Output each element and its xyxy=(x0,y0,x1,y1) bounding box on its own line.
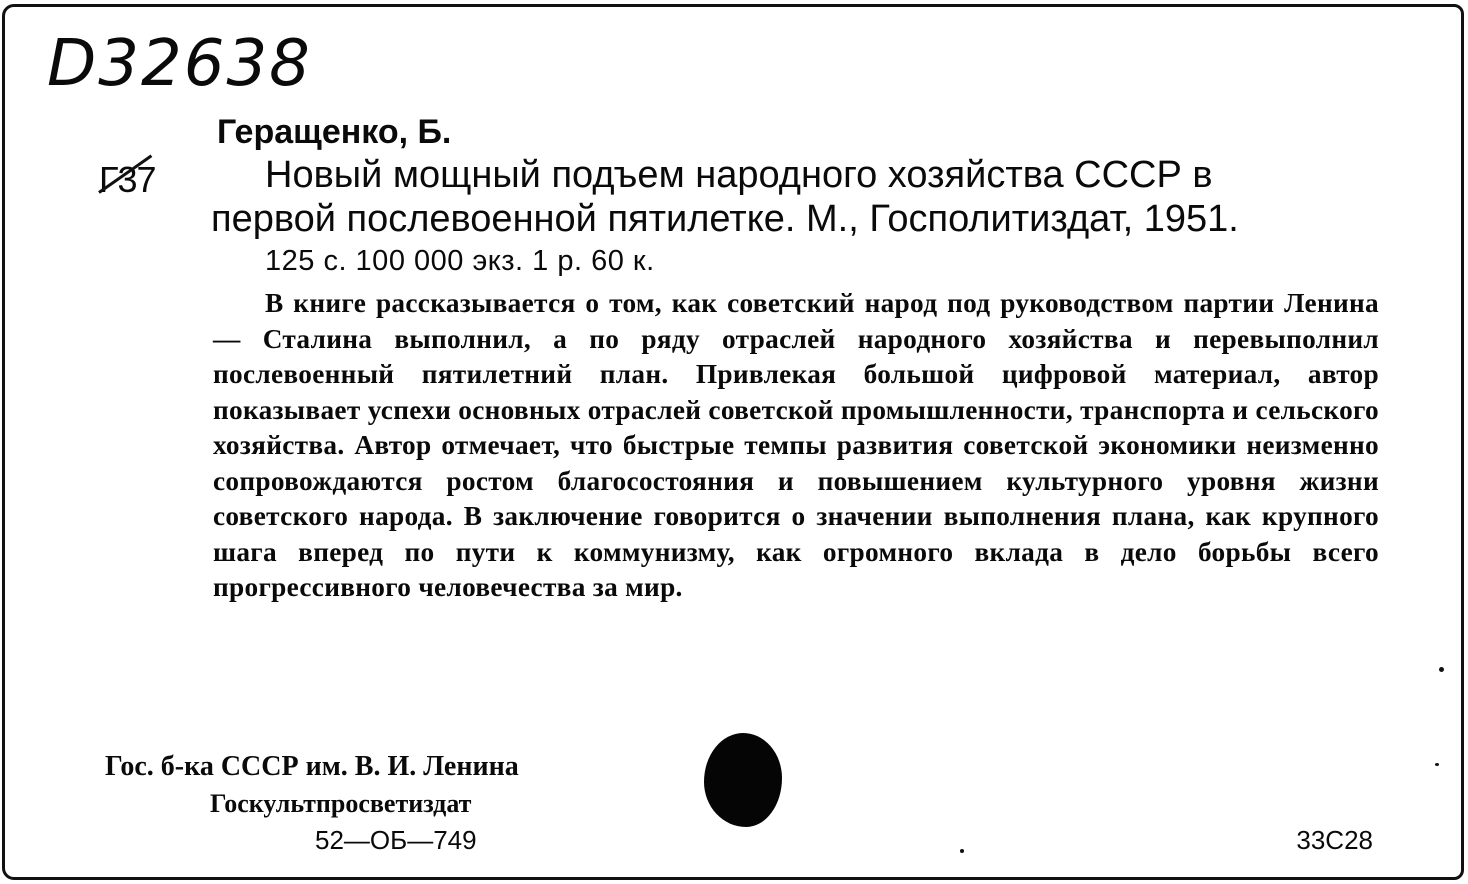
shelf-mark: Г37 xyxy=(99,159,156,200)
speck xyxy=(960,849,964,853)
footer-print-code: 33С28 xyxy=(1296,825,1373,855)
speck xyxy=(1435,763,1439,766)
title-line-1: Новый мощный подъем народного хозяйства СССР в xyxy=(265,154,1213,196)
annotation xyxy=(213,286,1379,606)
punch-hole xyxy=(704,733,782,827)
title-statement xyxy=(211,153,1383,241)
author-heading: Геращенко, Б. xyxy=(217,113,452,151)
speck xyxy=(1439,667,1444,672)
footer-library: Гос. б-ка СССР им. В. И. Ленина xyxy=(105,751,519,782)
catalog-card xyxy=(2,4,1464,880)
imprint: 125 с. 100 000 экз. 1 р. 60 к. xyxy=(265,245,655,277)
footer-order-number: 52—ОБ—749 xyxy=(315,825,477,855)
footer-publisher: Госкультпросветиздат xyxy=(210,789,472,818)
title-line-2: первой послевоенной пятилетке. М., Госполитиздат, 1951. xyxy=(211,198,1239,240)
card-id: D32638 xyxy=(47,27,312,101)
annotation-text: В книге рассказывается о том, как советский народ под руководством партии Ленина — Сталина выполнил, а по ряду отраслей народного хозяйства и перевыполнил послевоенный пятилетний план. Привлекая большой цифровой материал, автор показывает успехи основных отраслей советской промышленности, транспорта и сельского хозяйства. Автор отмечает, что быстрые темпы развития советской экономики неизменно сопровождаются ростом благосостояния и повышением культурного уровня жизни советского народа. В заключение говорится о значении выполнения плана, как крупного шага вперед по пути к коммунизму, как огромного вклада в дело борьбы всего прогрессивного человечества за мир. xyxy=(213,288,1379,602)
